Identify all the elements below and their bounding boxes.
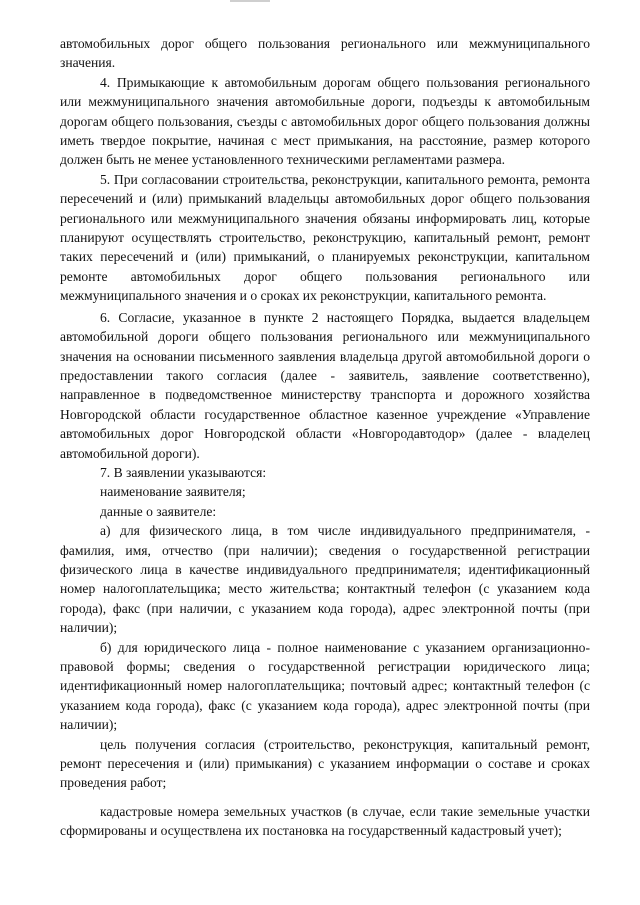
scan-edge-mark [230,0,270,2]
paragraph-item-4: 4. Примыкающие к автомобильным дорогам общего пользования регионального или межмуниципального значения автомобильные дороги, подъезды к автомобильным дорогам общего пользования, съезды с автомобильных дорог общего пользования должны иметь твердое покрытие, начиная с мест примыкания, на расстояние, размер которого должен быть не менее установленного техническими регламентами размера. [60,74,590,168]
list-item-applicant-data: данные о заявителе: [100,503,217,519]
paragraph-item-7: 7. В заявлении указываются: [100,464,267,480]
list-item-applicant-name: наименование заявителя; [100,484,246,500]
subitem-legal-entity: б) для юридического лица - полное наименование с указанием организационно-правовой формы; сведения о государственной регистрации юридического лица; идентификационный номер налогоплательщика; почтовый адрес; контактный телефон (с указанием кода города), факс (с указанием кода города), адрес электронной почты (при наличии); [60,639,590,733]
list-item-cadastral-numbers: кадастровые номера земельных участков (в случае, если такие земельные участки сформированы и осуществлена их постановка на государственный кадастровый учет); [60,803,590,839]
subitem-individual: а) для физического лица, в том числе индивидуального предпринимателя, - фамилия, имя, отчество (при наличии); сведения о государственной регистрации физического лица в качестве индивидуального предпринимателя; идентификационный номер налогоплательщика; место жительства; контактный телефон (с указанием кода города), факс (при наличии, с указанием кода города), адрес электронной почты (при наличии); [60,523,590,636]
paragraph-continuation: автомобильных дорог общего пользования регионального или межмуниципального значения. [60,36,590,71]
list-item-purpose: цель получения согласия (строительство, реконструкция, капитальный ремонт, ремонт пересечения и (или) примыкания) с указанием информации о составе и сроках проведения работ; [60,736,590,791]
document-page [60,34,590,841]
paragraph-item-6: 6. Согласие, указанное в пункте 2 настоящего Порядка, выдается владельцем автомобильной дороги общего пользования регионального или межмуниципального значения на основании письменного заявления владельца другой автомобильной дороги о предоставлении такого согласия (далее - заявитель, заявление соответственно), направленное в подведомственное министерству транспорта и дорожного хозяйства Новгородской области государственное областное казенное учреждение «Управление автомобильных дорог Новгородской области «Новгородавтодор» (далее - владелец автомобильной дороги). [60,309,590,461]
paragraph-item-5: 5. При согласовании строительства, реконструкции, капитального ремонта, ремонта пересечений и (или) примыканий владельцы автомобильных дорог общего пользования регионального или межмуниципального значения обязаны информировать лиц, которые планируют осуществлять строительство, реконструкцию, капитальный ремонт, ремонт таких пересечений и (или) примыканий, о планируемых реконструкции, капитальном ремонте автомобильных дорог общего пользования регионального или межмуниципального значения и о сроках их реконструкции, капитального ремонта. [60,171,590,304]
